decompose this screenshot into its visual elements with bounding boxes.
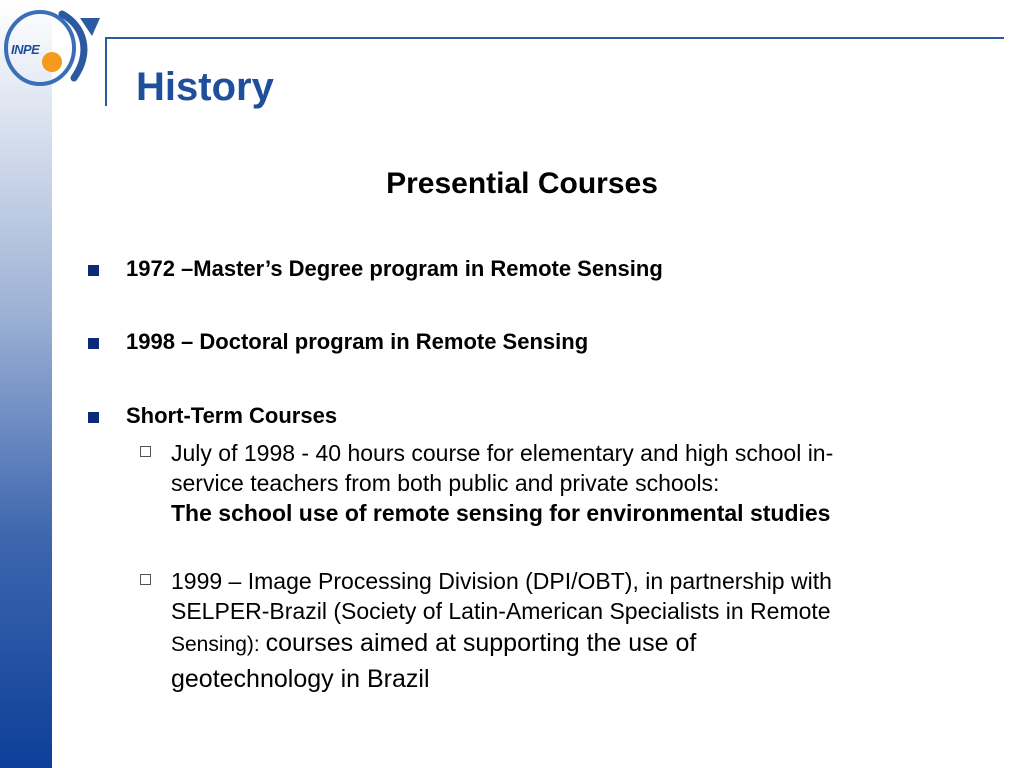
header-vertical-rule: [105, 38, 107, 106]
bullet-text: Short-Term Courses: [126, 403, 338, 428]
bullet-text: 1972 –Master’s Degree program in Remote Sensing: [126, 256, 663, 281]
sub-item-line-start: Sensing):: [171, 633, 266, 656]
sub-item-line: service teachers from both public and private schools:: [171, 470, 720, 496]
bullet-text: 1998 – Doctoral program in Remote Sensing: [126, 329, 589, 354]
side-gradient-bar: [0, 0, 52, 768]
header-horizontal-rule: [105, 37, 1004, 39]
hollow-square-bullet-icon: [140, 574, 151, 585]
logo-text: INPE: [11, 42, 40, 57]
bullet-square-icon: [88, 412, 99, 423]
slide-subtitle: Presential Courses: [386, 167, 658, 200]
hollow-square-bullet-icon: [140, 446, 151, 457]
bullet-square-icon: [88, 265, 99, 276]
sub-item-line: July of 1998 - 40 hours course for elementary and high school in-: [171, 440, 834, 466]
bullet-square-icon: [88, 338, 99, 349]
slide-title: History: [136, 65, 274, 109]
sub-item-line: SELPER-Brazil (Society of Latin-American Specialists in Remote: [171, 598, 831, 624]
sub-item-course-title: The school use of remote sensing for environmental studies: [171, 500, 831, 526]
sub-item-line: 1999 – Image Processing Division (DPI/OBT), in partnership with: [171, 568, 832, 594]
sub-item-line-end: courses aimed at supporting the use of: [265, 629, 697, 657]
inpe-logo: [2, 4, 102, 90]
sub-item-line: geotechnology in Brazil: [171, 665, 430, 693]
